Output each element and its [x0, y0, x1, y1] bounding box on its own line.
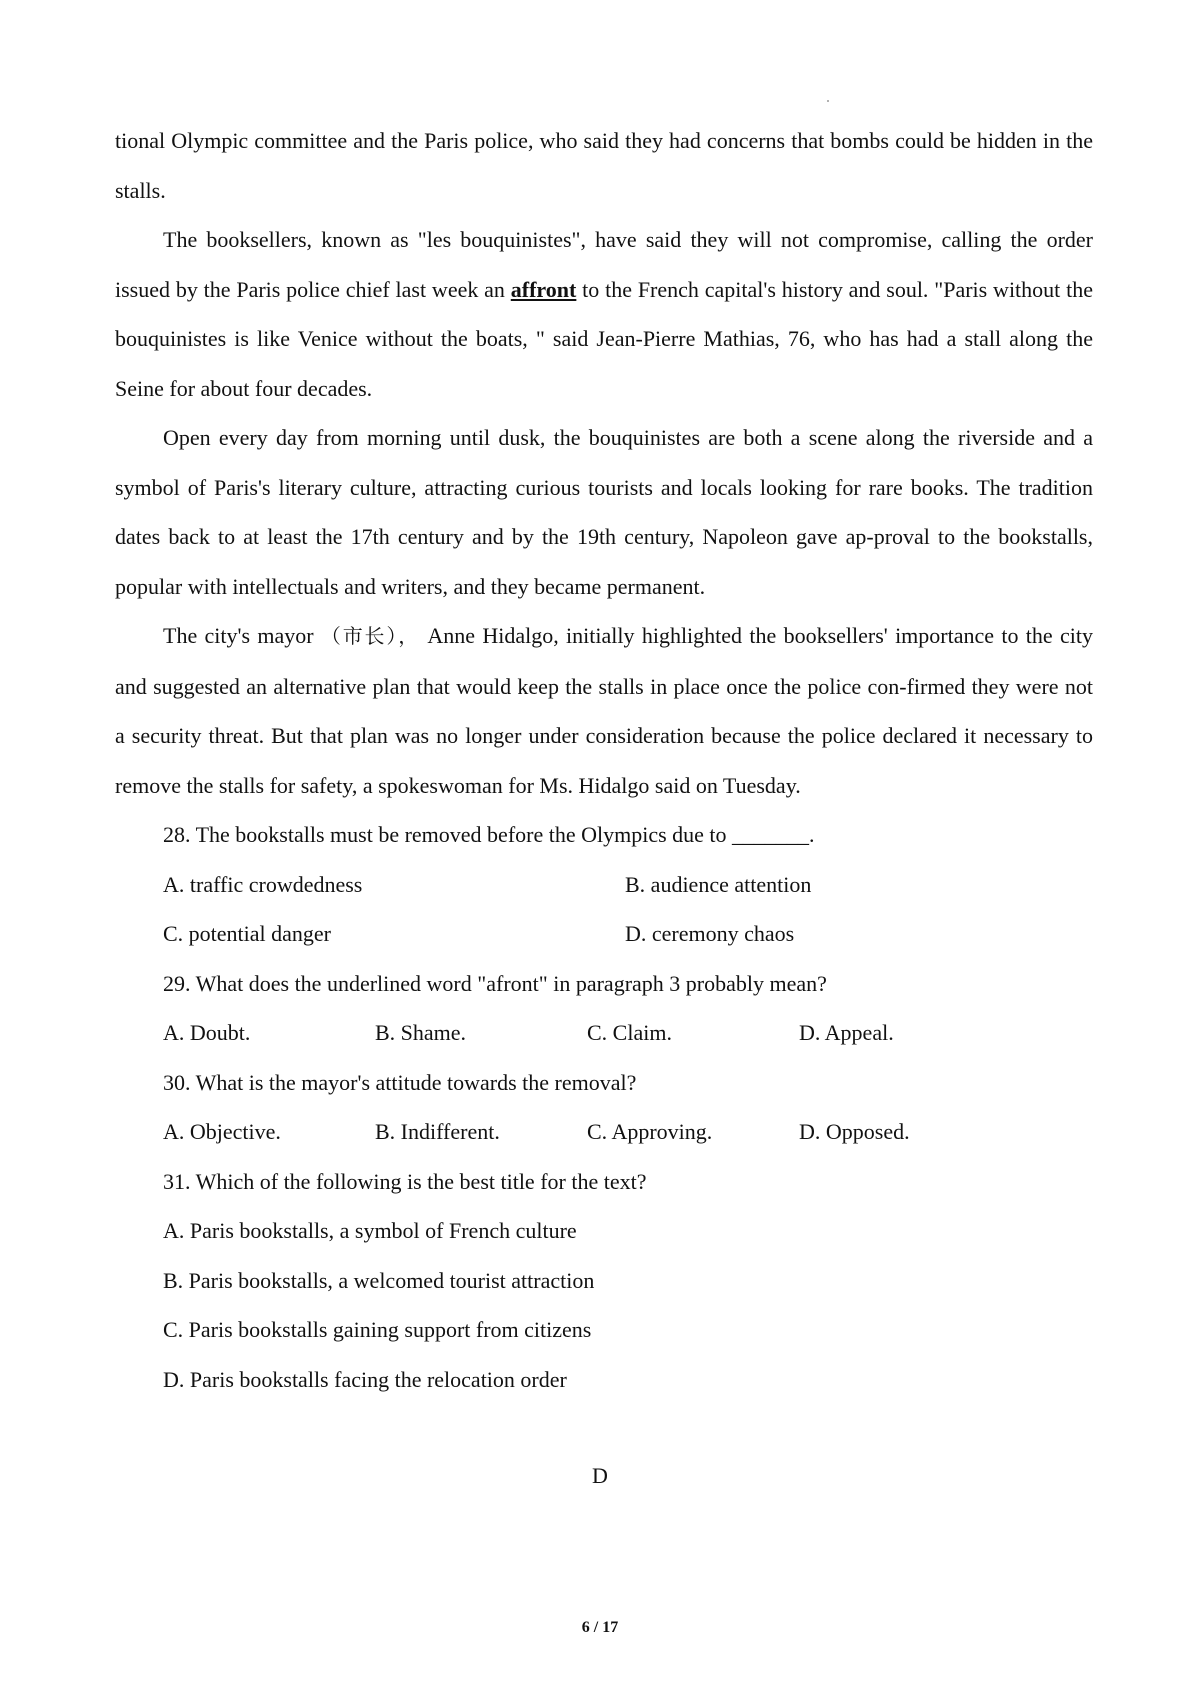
option-a: A. traffic crowdedness — [163, 871, 363, 897]
question-30 — [163, 1058, 1093, 1157]
paragraph-4-text-b: Anne Hidalgo, initially highlighted the booksellers' importance to the city and suggested an alternative plan that would keep the stalls in place once the police con-firmed they were not a security threat. But that plan was no longer under consideration because the police declared it necessary to remove the stalls for safety, a spokeswoman for Ms. Hidalgo said on Tuesday. — [115, 623, 1093, 798]
option-a: A. Objective. — [163, 1119, 281, 1144]
option-b: B. Shame. — [375, 1020, 467, 1045]
option-b: B. Indifferent. — [375, 1119, 500, 1144]
question-stem: 31. Which of the following is the best title for the text? — [163, 1168, 647, 1194]
paragraph-3: Open every day from morning until dusk, the bouquinistes are both a scene along the riverside and a symbol of Paris's literary culture, attracting curious tourists and locals looking for rare books. The tradition dates back to at least the 17th century and by the 19th century, Napoleon gave ap-proval to the bookstalls, popular with intellectuals and writers, and they became permanent. — [115, 425, 1093, 599]
question-28 — [163, 810, 1093, 959]
option-d: D. Paris bookstalls facing the relocation order — [163, 1366, 567, 1392]
option-c: C. Approving. — [587, 1119, 713, 1144]
option-d: D. ceremony chaos — [625, 921, 795, 946]
option-a: A. Doubt. — [163, 1020, 251, 1045]
paragraph-2-text-a: The booksellers, known as "les bouquinistes", have said they will not compromise, calling the order issued by the Paris police chief last week an — [115, 227, 1093, 302]
options-row — [163, 860, 1093, 910]
question-stem: 29. What does the underlined word "afront" in paragraph 3 probably mean? — [163, 970, 827, 996]
option-d: D. Appeal. — [799, 1020, 894, 1045]
options-row — [163, 1107, 1093, 1157]
page-number: 6 / 17 — [581, 1619, 619, 1636]
option-b: B. audience attention — [625, 871, 812, 897]
options-row — [163, 909, 1093, 959]
options-row — [163, 1008, 1093, 1058]
paragraph-2 — [115, 215, 1093, 413]
paragraph-1: tional Olympic committee and the Paris police, who said they had concerns that bombs could be hidden in the stalls. — [115, 128, 1093, 203]
underlined-word: affront — [510, 276, 577, 302]
question-31 — [163, 1157, 1093, 1405]
scan-speck — [827, 100, 829, 102]
option-d: D. Opposed. — [799, 1119, 910, 1144]
option-a: A. Paris bookstalls, a symbol of French culture — [163, 1218, 577, 1243]
option-c: C. Claim. — [587, 1020, 672, 1045]
paragraph-4-text-a: The city's mayor — [163, 623, 321, 648]
option-c: C. Paris bookstalls gaining support from citizens — [163, 1317, 592, 1342]
paragraph-4 — [115, 611, 1093, 810]
question-stem: 28. The bookstalls must be removed before the Olympics due to _______. — [163, 822, 815, 847]
option-c: C. potential danger — [163, 921, 332, 946]
question-stem: 30. What is the mayor's attitude towards the removal? — [163, 1069, 637, 1095]
option-b: B. Paris bookstalls, a welcomed tourist attraction — [163, 1267, 595, 1293]
question-29 — [163, 959, 1093, 1058]
mayor-gloss: （市长）， — [320, 624, 421, 648]
section-heading: D — [592, 1463, 608, 1488]
page-content — [115, 116, 1093, 1404]
paragraph-2-text-b: to the French capital's history and soul. "Paris without the bouquinistes is like Venice without the boats, " said Jean-Pierre Mathias, 76, who has had a stall along the Seine for about four decades. — [115, 276, 1093, 401]
